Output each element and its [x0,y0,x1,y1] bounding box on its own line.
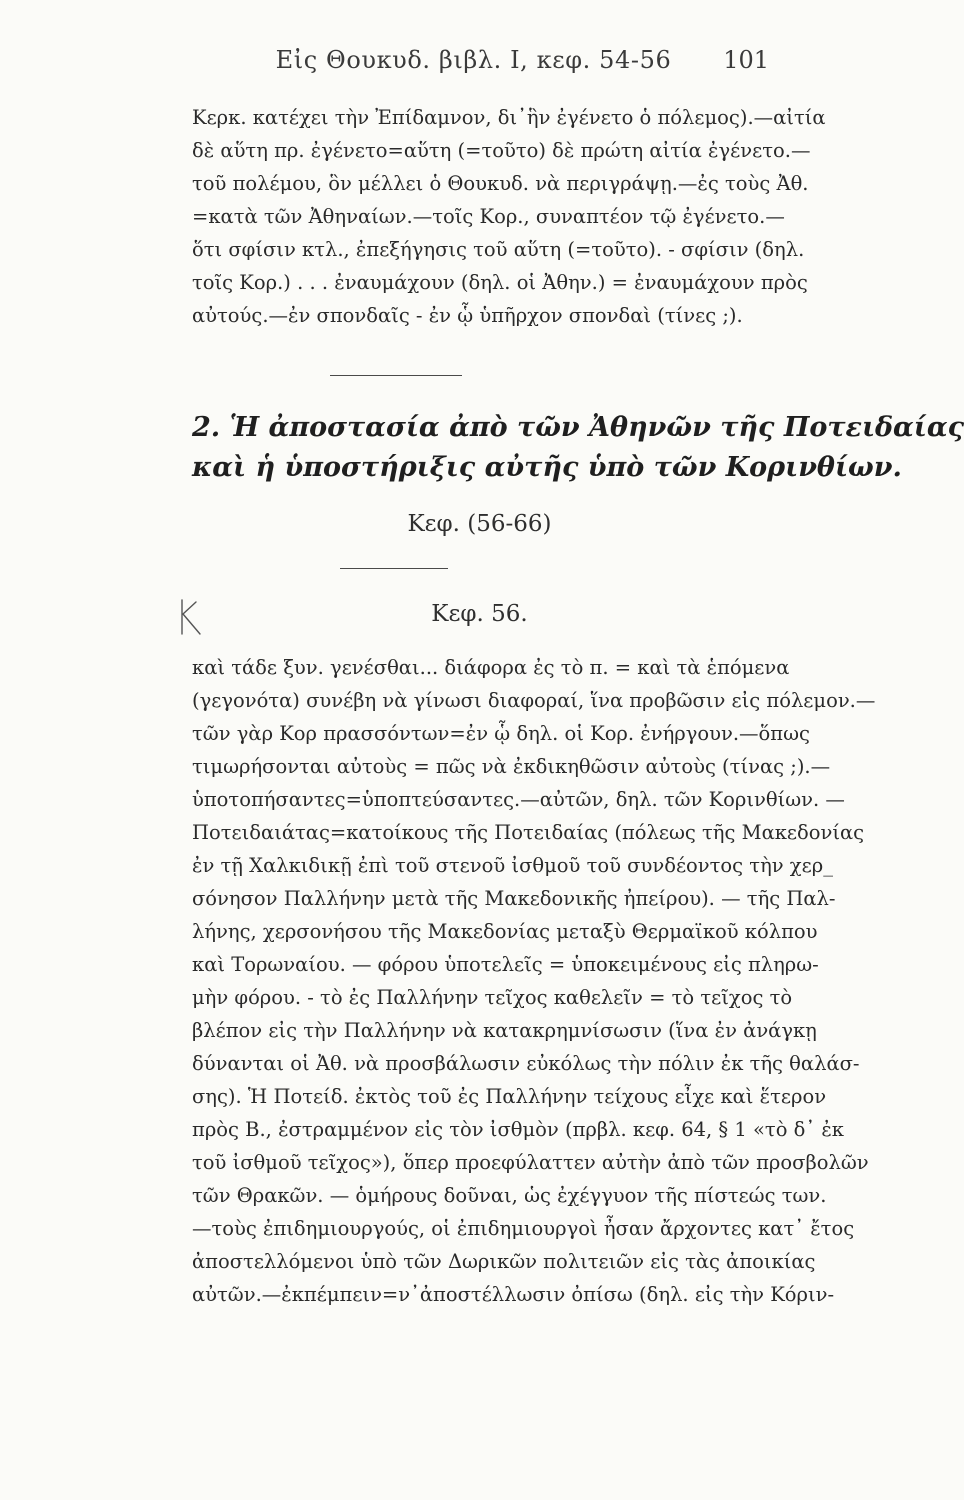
text-line: Κερκ. κατέχει τὴν Ἐπίδαμνον, δι᾽ἣν ἐγένετο ὁ πόλεμος).—αἰτία [192,106,826,129]
section-heading [192,408,964,488]
page-header [0,44,947,84]
text-line: ἀποστελλόμενοι ὑπὸ τῶν Δωρικῶν πολιτειῶν εἰς τὰς ἀποικίας [192,1250,816,1273]
text-line: τῶν Θρακῶν. — ὁμήρους δοῦναι, ὡς ἐχέγγυον τῆς πίστεώς των. [192,1184,827,1207]
text-line: ὅτι σφίσιν κτλ., ἐπεξήγησις τοῦ αὕτη (=τοῦτο). - σφίσιν (δηλ. [192,238,805,261]
text-line: (γεγονότα) συνέβη νὰ γίνωσι διαφοραί, ἵνα προβῶσιν εἰς πόλεμον.— [192,689,876,712]
text-line: λήνης, χερσονήσου τῆς Μακεδονίας μεταξὺ Θερμαϊκοῦ κόλπου [192,920,818,943]
text-line: ἐν τῇ Χαλκιδικῇ ἐπὶ τοῦ στενοῦ ἰσθμοῦ τοῦ συνδέοντος τὴν χερ_ [192,854,833,877]
text-line: τιμωρήσονται αὐτοὺς = πῶς νὰ ἐκδικηθῶσιν αὐτοὺς (τίνας ;).— [192,755,831,778]
text-line: βλέπον εἰς τὴν Παλλήνην νὰ κατακρημνίσωσιν (ἵνα ἐν ἀνάγκῃ [192,1019,817,1042]
section-title-line-1 [192,408,964,448]
text-line: τοῖς Κορ.) . . . ἐναυμάχουν (δηλ. οἱ Ἀθην.) = ἐναυμάχουν πρὸς [192,271,808,294]
text-line: τῶν γὰρ Κορ πρασσόντων=ἐν ᾧ δηλ. οἱ Κορ. ἐνήργουν.—ὅπως [192,722,810,745]
text-line: Ποτειδαιάτας=κατοίκους τῆς Ποτειδαίας (πόλεως τῆς Μακεδονίας [192,821,865,844]
text-line: καὶ τάδε ξυν. γενέσθαι... διάφορα ἐς τὸ π. = καὶ τὰ ἑπόμενα [192,656,790,679]
notes-main [192,651,876,1311]
running-head: Εἰς Θουκυδ. βιβλ. Ι, κεφ. 54-56 [275,46,672,74]
text-line: —τοὺς ἐπιδημιουργούς, οἱ ἐπιδημιουργοὶ ἦσαν ἄρχοντες κατ᾽ ἔτος [192,1217,855,1240]
text-line: αὐτῶν.—ἐκπέμπειν=ν᾽ἀποστέλλωσιν ὀπίσω (δηλ. εἰς τὴν Κόριν- [192,1283,835,1306]
text-line: τοῦ ἰσθμοῦ τεῖχος»), ὅπερ προεφύλαττεν αὐτὴν ἀπὸ τῶν προσβολῶν [192,1151,869,1174]
page-number: 101 [723,46,769,74]
text-line: δὲ αὕτη πρ. ἐγένετο=αὕτη (=τοῦτο) δὲ πρώτη αἰτία ἐγένετο.— [192,139,811,162]
chapter-range: Κεφ. (56-66) [407,511,552,537]
text-line: ὑποτοπήσαντες=ὑποπτεύσαντες.—αὐτῶν, δηλ. τῶν Κορινθίων. — [192,788,845,811]
text-line: αὐτούς.—ἐν σπονδαῖς - ἐν ᾧ ὑπῆρχον σπονδαὶ (τίνες ;). [192,304,743,327]
section-title-line-2: καὶ ἡ ὑποστήριξις αὐτῆς ὑπὸ τῶν Κορινθίων. [192,452,902,483]
section-title-first: Ἡ ἀποστασία ἀπὸ τῶν Ἀθηνῶν τῆς Ποτειδαίας [229,412,964,443]
chapter-heading: Κεφ. 56. [431,601,528,627]
chapter-divider [340,568,448,569]
text-line: μὴν φόρου. - τὸ ἐς Παλλήνην τεῖχος καθελεῖν = τὸ τεῖχος τὸ [192,986,793,1009]
text-line: σης). Ἡ Ποτείδ. ἐκτὸς τοῦ ἐς Παλλήνην τείχους εἶχε καὶ ἕτερον [192,1085,827,1108]
text-line: σόνησον Παλλήνην μετὰ τῆς Μακεδονικῆς ἠπείρου). — τῆς Παλ- [192,887,836,910]
text-line: δύνανται οἱ Ἀθ. νὰ προσβάλωσιν εὐκόλως τὴν πόλιν ἐκ τῆς θαλάσ- [192,1052,860,1075]
notes-top [192,101,826,332]
text-line: τοῦ πολέμου, ὃν μέλλει ὁ Θουκυδ. νὰ περιγράψῃ.—ἐς τοὺς Ἀθ. [192,172,809,195]
text-line: =κατὰ τῶν Ἀθηναίων.—τοῖς Κορ., συναπτέον τῷ ἐγένετο.— [192,205,785,228]
section-number: 2. [192,412,221,443]
text-line: καὶ Τορωναίου. — φόρου ὑποτελεῖς = ὑποκειμένους εἰς πληρω- [192,953,819,976]
text-line: πρὸς Β., ἐστραμμένον εἰς τὸν ἰσθμὸν (πρβλ. κεφ. 64, § 1 «τὸ δ᾽ ἐκ [192,1118,844,1141]
section-divider [330,375,462,376]
